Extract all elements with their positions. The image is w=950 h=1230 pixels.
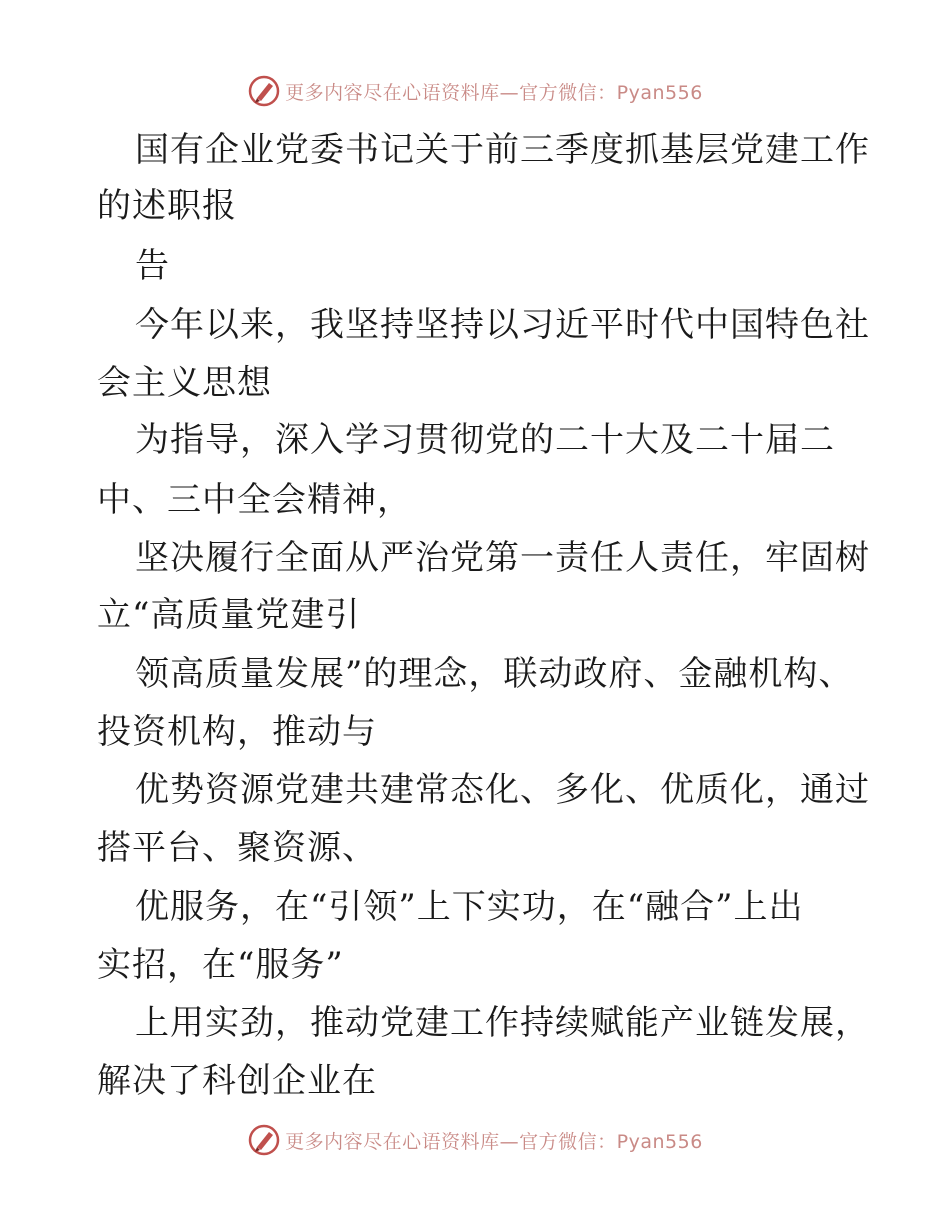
text-line: 今年以来，我坚持坚持以习近平时代中国特色社 xyxy=(135,305,870,345)
text-line: 投资机构，推动与 xyxy=(97,712,377,752)
text-line: 坚决履行全面从严治党第一责任人责任，牢固树 xyxy=(135,538,870,578)
text-line: 国有企业党委书记关于前三季度抓基层党建工作 xyxy=(135,130,870,170)
pen-logo-icon xyxy=(247,1123,281,1157)
text-line: 上用实劲，推动党建工作持续赋能产业链发展， xyxy=(135,1003,870,1043)
text-line: 优服务，在“引领”上下实功，在“融合”上出 xyxy=(135,887,804,927)
text-line: 领高质量发展”的理念，联动政府、金融机构、 xyxy=(135,654,854,694)
text-line: 中、三中全会精神， xyxy=(97,480,412,520)
text-line: 告 xyxy=(135,246,170,286)
text-line: 立“高质量党建引 xyxy=(97,595,361,635)
pen-logo-icon xyxy=(247,74,281,108)
watermark-text: 更多内容尽在心语资料库—官方微信：Pyan556 xyxy=(285,1130,703,1153)
text-line: 解决了科创企业在 xyxy=(97,1061,377,1101)
header-watermark xyxy=(0,71,950,111)
text-line: 搭平台、聚资源、 xyxy=(97,828,377,868)
text-line: 实招，在“服务” xyxy=(97,945,344,985)
text-line: 会主义思想 xyxy=(97,363,272,403)
footer-watermark xyxy=(0,1120,950,1160)
text-line: 为指导，深入学习贯彻党的二十大及二十届二 xyxy=(135,420,835,460)
text-line: 的述职报 xyxy=(97,186,237,226)
watermark-text: 更多内容尽在心语资料库—官方微信：Pyan556 xyxy=(285,81,703,104)
text-line: 优势资源党建共建常态化、多化、优质化，通过 xyxy=(135,770,870,810)
